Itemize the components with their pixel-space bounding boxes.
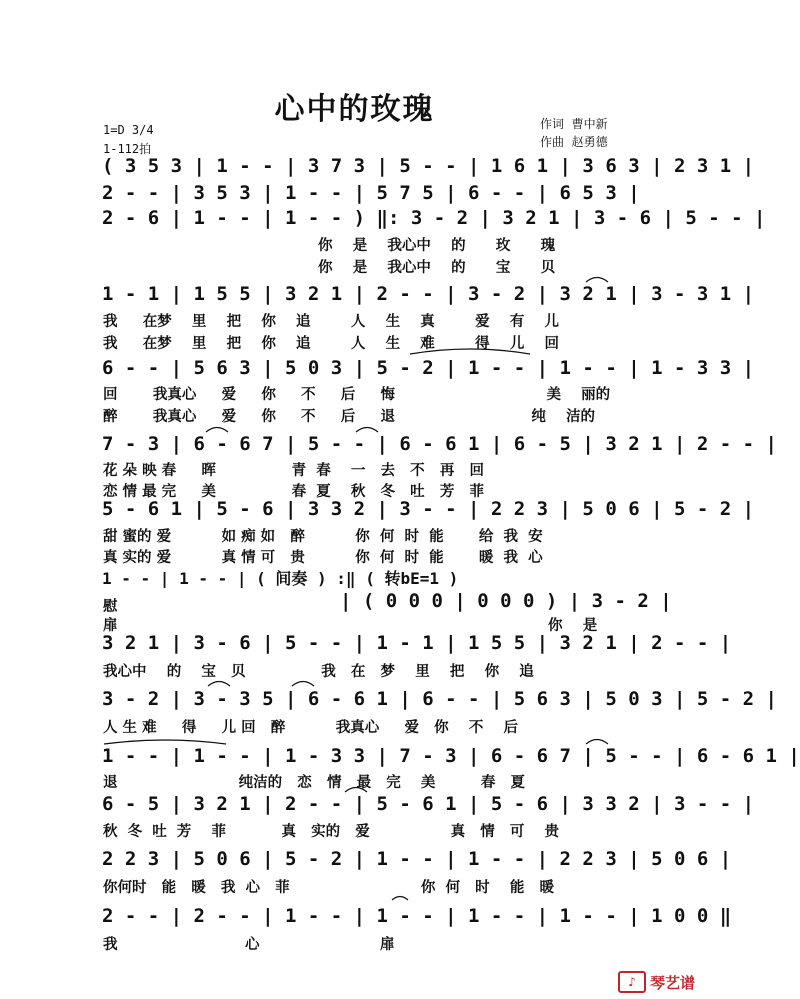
lyric-line-1b: 你 是 我心中 的 宝 贝 [318,260,556,276]
brand-name: 琴艺谱 [649,973,695,992]
lyric-line-7: 我心中 的 宝 贝 我 在 梦 里 把 你 追 [103,664,534,680]
notation-line-11: 3 - 2 | 3 - 3 5 | 6 - 6 1 | 6 - - | 5 6 3 | 5 0 3 | 5 - 2 | [102,688,777,710]
notation-line-3: 2 - 6 | 1 - - | 1 - - ) ‖: 3 - 2 | 3 2 1 | 3 - 6 | 5 - - | [102,207,766,229]
lyric-line-10: 秋 冬 吐 芳 菲 真 实的 爱 真 情 可 贵 [103,824,560,840]
lyric-line-12b: 心 [245,937,260,953]
key-signature: 1=D 3/4 [103,123,154,137]
lyric-line-2a: 我 在梦 里 把 你 追 人 生 真 爱 有 儿 [103,314,560,330]
lyric-line-5a: 甜 蜜的 爱 如 痴 如 醉 你 何 时 能 给 我 安 [103,529,543,545]
lyric-line-12c: 扉 [380,937,395,953]
notation-line-13: 6 - 5 | 3 2 1 | 2 - - | 5 - 6 1 | 5 - 6 | 3 3 2 | 3 - - | [102,793,755,815]
lyric-line-5b: 真 实的 爱 真 情 可 贵 你 何 时 能 暖 我 心 [103,550,543,566]
piano-icon: ♪ [618,971,646,993]
notation-line-10: 3 2 1 | 3 - 6 | 5 - - | 1 - 1 | 1 5 5 | 3 2 1 | 2 - - | [102,632,732,654]
brand-logo [618,971,695,993]
notation-line-9: | ( 0 0 0 | 0 0 0 ) | 3 - 2 | [340,590,672,612]
lyric-line-6a: 慰 [103,599,118,615]
lyric-line-12a: 我 [103,937,118,953]
lyric-line-6c: 你 是 [548,618,598,634]
notation-line-4: 1 - 1 | 1 5 5 | 3 2 1 | 2 - - | 3 - 2 | 3 2 1 | 3 - 3 1 | [102,283,755,305]
lyric-line-6b: 扉 [103,618,118,634]
notation-line-7: 5 - 6 1 | 5 - 6 | 3 3 2 | 3 - - | 2 2 3 | 5 0 6 | 5 - 2 | [102,498,755,520]
notation-line-1: ( 3 5 3 | 1 - - | 3 7 3 | 5 - - | 1 6 1 | 3 6 3 | 2 3 1 | [102,155,755,177]
song-title: 心中的玫瑰 [274,92,435,127]
lyricist-credit: 作词 曹中新 [540,117,608,131]
notation-line-8: 1 - - | 1 - - | ( 间奏 ) :‖ ( 转bE=1 ) [102,569,459,588]
notation-line-15: 2 - - | 2 - - | 1 - - | 1 - - | 1 - - | 1 - - | 1 0 0 ‖ [102,905,732,927]
lyric-line-3b: 醉 我真心 爱 你 不 后 退 纯 洁的 [103,409,596,425]
lyric-line-9: 退 纯洁的 恋 情 最 完 美 春 夏 [103,775,525,791]
lyric-line-1a: 你 是 我心中 的 玫 瑰 [318,238,556,254]
notation-line-14: 2 2 3 | 5 0 6 | 5 - 2 | 1 - - | 1 - - | 2 2 3 | 5 0 6 | [102,848,732,870]
notation-line-2: 2 - - | 3 5 3 | 1 - - | 5 7 5 | 6 - - | 6 5 3 | [102,182,640,204]
lyric-line-8: 人 生 难 得 儿 回 醉 我真心 爱 你 不 后 [103,720,519,736]
lyric-line-2b: 我 在梦 里 把 你 追 人 生 难 得 儿 回 [103,336,560,352]
composer-credit: 作曲 赵勇德 [540,135,608,149]
notation-line-6: 7 - 3 | 6 - 6 7 | 5 - - | 6 - 6 1 | 6 - 5 | 3 2 1 | 2 - - | [102,433,777,455]
notation-line-5: 6 - - | 5 6 3 | 5 0 3 | 5 - 2 | 1 - - | 1 - - | 1 - 3 3 | [102,357,755,379]
lyric-line-3a: 回 我真心 爱 你 不 后 悔 美 丽的 [103,387,611,403]
lyric-line-11: 你何时 能 暖 我 心 菲 你 何 时 能 暖 [103,880,554,896]
lyric-line-4a: 花 朵 映 春 晖 青 春 一 去 不 再 回 [103,463,484,479]
lyric-line-4b: 恋 情 最 完 美 春 夏 秋 冬 吐 芳 菲 [103,484,484,500]
tempo-marking: 1-112拍 [103,142,152,156]
notation-line-12: 1 - - | 1 - - | 1 - 3 3 | 7 - 3 | 6 - 6 7 | 5 - - | 6 - 6 1 | [102,745,800,767]
